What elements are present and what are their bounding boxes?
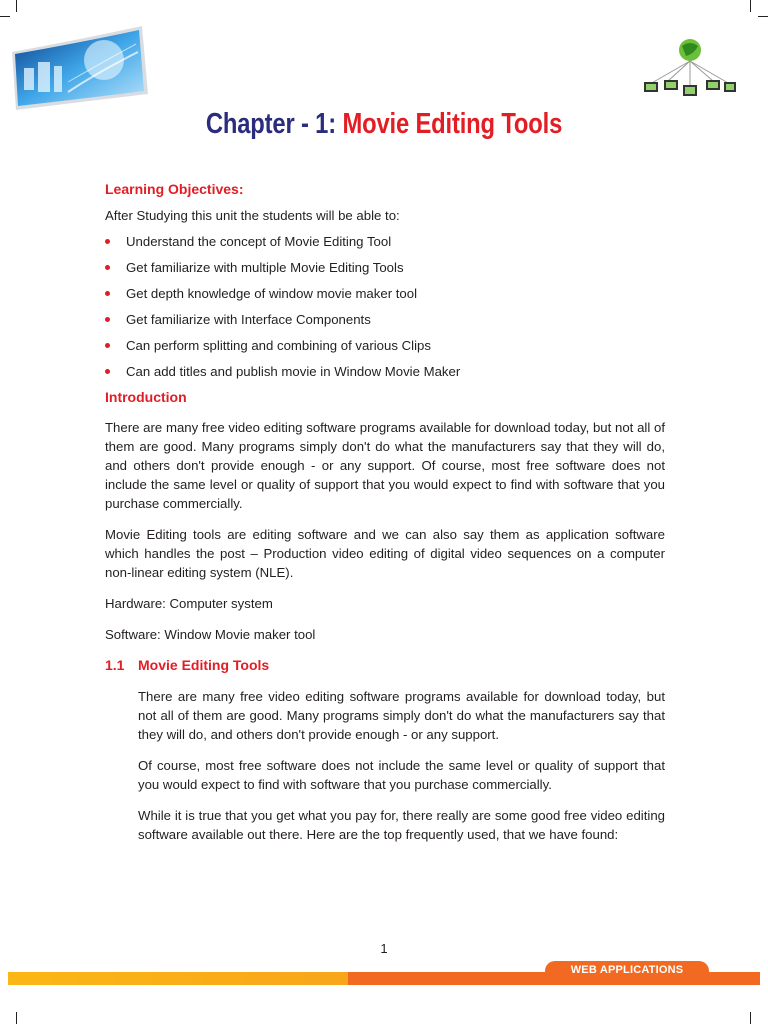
chapter-title: Movie Editing Tools [342,108,563,140]
tech-banner-icon [8,22,153,112]
bullet-icon [105,239,110,244]
main-content [105,180,665,844]
learning-objectives-heading: Learning Objectives: [105,181,244,197]
crop-mark [758,16,768,17]
section-paragraph-2: Of course, most free software does not include the same level or quality of support that you would expect to find with software that you purchase commercially. [138,758,665,792]
list-item: Understand the concept of Movie Editing Tool [105,232,665,258]
objectives-intro: After Studying this unit the students will be able to: [105,208,400,223]
list-item: Get depth knowledge of window movie maker tool [105,284,665,310]
crop-mark [750,1012,751,1024]
crop-mark [750,0,751,12]
list-item: Get familiarize with Interface Components [105,310,665,336]
bullet-icon [105,265,110,270]
bullet-icon [105,369,110,374]
objectives-list [105,232,665,388]
introduction-paragraph-2: Movie Editing tools are editing software and we can also say them as application software which handles the post – Production video editing of digital video sequences on a computer non-linear editing system (NLE). [105,527,665,580]
bullet-icon [105,343,110,348]
section-paragraph-1: There are many free video editing software programs available for download today, but not all of them are good. Many programs simply don't do what the manufacturers say that they will do, and others don't provide enough - or any support. [138,689,665,742]
section-paragraph-3: While it is true that you get what you pay for, there really are some good free video editing software available out there. Here are the top frequently used, that we have found: [138,808,665,842]
crop-mark [16,0,17,12]
list-item: Can perform splitting and combining of various Clips [105,336,665,362]
crop-mark [16,1012,17,1024]
section-number: 1.1 [105,657,125,673]
list-item: Can add titles and publish movie in Window Movie Maker [105,362,665,388]
network-globe-icon [638,36,738,108]
list-item: Get familiarize with multiple Movie Editing Tools [105,258,665,284]
hardware-line: Hardware: Computer system [105,596,273,611]
section-title: Movie Editing Tools [138,657,270,673]
introduction-heading: Introduction [105,389,187,405]
chapter-prefix: Chapter - 1: [205,108,337,140]
footer-tab: WEB APPLICATIONS [545,961,709,981]
bullet-icon [105,291,110,296]
section-body [138,687,665,844]
software-line: Software: Window Movie maker tool [105,627,316,642]
crop-mark [0,16,10,17]
footer-bar-yellow [8,972,348,985]
bullet-icon [105,317,110,322]
introduction-paragraph-1: There are many free video editing software programs available for download today, but not all of them are good. Many programs simply don't do what the manufacturers say that they will do, and others don't provide enough - or any support. Of course, most free software does not include the same level or quality of support that you would expect to find with software that you purchase commercially. [105,420,665,511]
page-number: 1 [380,941,388,956]
section-heading [105,656,665,675]
page-title [69,108,699,141]
